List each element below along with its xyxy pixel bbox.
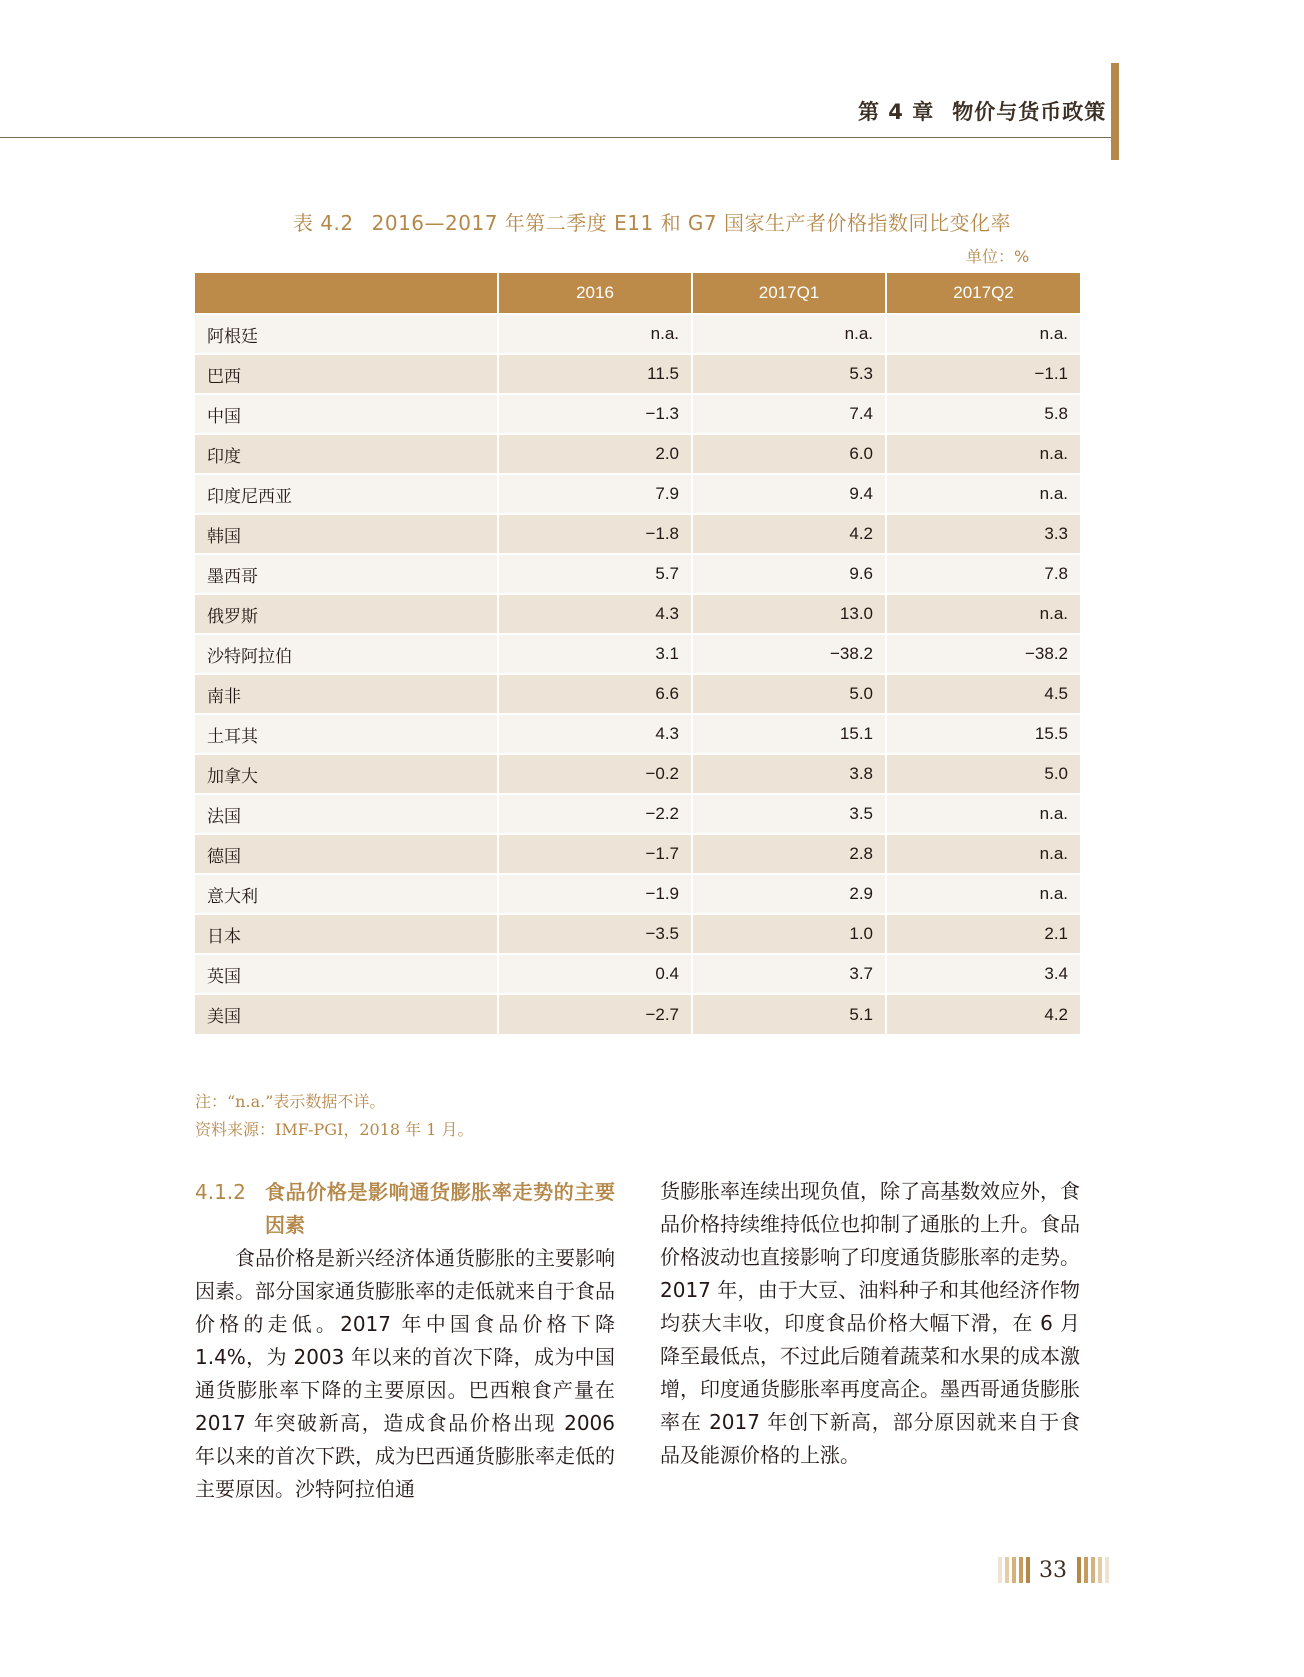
- chapter-title: 物价与货币政策: [952, 100, 1107, 124]
- value-cell: 4.3: [498, 594, 692, 634]
- running-header: [858, 96, 1106, 126]
- body-paragraph-continued: 货膨胀率连续出现负值，除了高基数效应外，食品价格持续维持低位也抑制了通胀的上升。食品价格波动也直接影响了印度通货膨胀率的走势。2017 年，由于大豆、油料种子和其他经济作物均获大丰收，印度食品价格大幅下滑，在 6 月降至最低点，不过此后随着蔬菜和水果的成本激增，印度通货膨胀率再度高企。墨西哥通货膨胀率在 2017 年创下新高，部分原因就来自于食品及能源价格的上涨。: [660, 1179, 1080, 1467]
- table-row: [195, 474, 1080, 514]
- table-notes: [195, 1088, 474, 1144]
- table-row: [195, 794, 1080, 834]
- table-row: [195, 954, 1080, 994]
- country-cell: 日本: [195, 914, 498, 954]
- table-unit: 单位：%: [966, 247, 1030, 266]
- table-row: [195, 714, 1080, 754]
- country-cell: 南非: [195, 674, 498, 714]
- value-cell: 3.8: [692, 754, 886, 794]
- value-cell: −1.1: [886, 354, 1080, 394]
- country-cell: 英国: [195, 954, 498, 994]
- country-cell: 印度尼西亚: [195, 474, 498, 514]
- value-cell: n.a.: [886, 834, 1080, 874]
- country-cell: 加拿大: [195, 754, 498, 794]
- country-cell: 中国: [195, 394, 498, 434]
- country-cell: 俄罗斯: [195, 594, 498, 634]
- value-cell: 3.5: [692, 794, 886, 834]
- section-heading: [195, 1176, 615, 1242]
- value-cell: 9.4: [692, 474, 886, 514]
- value-cell: −38.2: [886, 634, 1080, 674]
- value-cell: 1.0: [692, 914, 886, 954]
- country-cell: 墨西哥: [195, 554, 498, 594]
- column-header-2016: 2016: [498, 273, 692, 314]
- chapter-number: 第 4 章: [858, 100, 935, 124]
- country-cell: 阿根廷: [195, 314, 498, 354]
- value-cell: 0.4: [498, 954, 692, 994]
- value-cell: −1.9: [498, 874, 692, 914]
- value-cell: n.a.: [886, 474, 1080, 514]
- value-cell: 2.9: [692, 874, 886, 914]
- value-cell: 2.1: [886, 914, 1080, 954]
- table-source: 资料来源：IMF-PGI，2018 年 1 月。: [195, 1120, 474, 1139]
- value-cell: n.a.: [498, 314, 692, 354]
- page-footer: [998, 1557, 1112, 1583]
- table-row: [195, 914, 1080, 954]
- column-header-country: [195, 273, 498, 314]
- column-header-2017q1: 2017Q1: [692, 273, 886, 314]
- value-cell: −1.8: [498, 514, 692, 554]
- value-cell: 6.0: [692, 434, 886, 474]
- value-cell: 4.5: [886, 674, 1080, 714]
- section-title: 食品价格是影响通货膨胀率走势的主要因素: [265, 1180, 615, 1237]
- column-header-2017q2: 2017Q2: [886, 273, 1080, 314]
- value-cell: −38.2: [692, 634, 886, 674]
- section-number: 4.1.2: [195, 1180, 246, 1204]
- value-cell: 5.8: [886, 394, 1080, 434]
- value-cell: n.a.: [886, 794, 1080, 834]
- value-cell: −2.2: [498, 794, 692, 834]
- country-cell: 土耳其: [195, 714, 498, 754]
- table-caption: [0, 207, 1304, 236]
- value-cell: 15.1: [692, 714, 886, 754]
- value-cell: 9.6: [692, 554, 886, 594]
- table-row: [195, 434, 1080, 474]
- value-cell: 4.2: [886, 994, 1080, 1034]
- country-cell: 韩国: [195, 514, 498, 554]
- value-cell: 5.7: [498, 554, 692, 594]
- body-paragraph: 食品价格是新兴经济体通货膨胀的主要影响因素。部分国家通货膨胀率的走低就来自于食品价格的走低。2017 年中国食品价格下降 1.4%，为 2003 年以来的首次下降，成为中国通货膨胀率下降的主要原因。巴西粮食产量在 2017 年突破新高，造成食品价格出现 2006 年以来的首次下跌，成为巴西通货膨胀率走低的主要原因。沙特阿拉伯通: [195, 1246, 615, 1501]
- value-cell: 7.9: [498, 474, 692, 514]
- table-row: [195, 514, 1080, 554]
- value-cell: 2.8: [692, 834, 886, 874]
- country-cell: 沙特阿拉伯: [195, 634, 498, 674]
- value-cell: −0.2: [498, 754, 692, 794]
- table-row: [195, 354, 1080, 394]
- value-cell: 3.4: [886, 954, 1080, 994]
- value-cell: 3.3: [886, 514, 1080, 554]
- header-rule: [0, 137, 1117, 138]
- value-cell: n.a.: [886, 594, 1080, 634]
- country-cell: 法国: [195, 794, 498, 834]
- value-cell: 7.4: [692, 394, 886, 434]
- value-cell: n.a.: [886, 314, 1080, 354]
- footer-stripes-right: [1077, 1557, 1112, 1583]
- page-number: 33: [1039, 1557, 1067, 1583]
- table-row: [195, 594, 1080, 634]
- value-cell: 3.7: [692, 954, 886, 994]
- table-row: [195, 834, 1080, 874]
- value-cell: −3.5: [498, 914, 692, 954]
- table-row: [195, 754, 1080, 794]
- country-cell: 德国: [195, 834, 498, 874]
- value-cell: 4.2: [692, 514, 886, 554]
- value-cell: 4.3: [498, 714, 692, 754]
- table-row: [195, 314, 1080, 354]
- value-cell: −1.3: [498, 394, 692, 434]
- table-note: 注：“n.a.”表示数据不详。: [195, 1092, 386, 1111]
- country-cell: 意大利: [195, 874, 498, 914]
- value-cell: 3.1: [498, 634, 692, 674]
- text-column-right: [660, 1175, 1080, 1472]
- table-row: [195, 994, 1080, 1034]
- table-title: 2016—2017 年第二季度 E11 和 G7 国家生产者价格指数同比变化率: [371, 211, 1012, 235]
- table-row: [195, 554, 1080, 594]
- table-header-row: [195, 273, 1080, 314]
- table-row: [195, 634, 1080, 674]
- value-cell: 7.8: [886, 554, 1080, 594]
- country-cell: 美国: [195, 994, 498, 1034]
- value-cell: 11.5: [498, 354, 692, 394]
- value-cell: 2.0: [498, 434, 692, 474]
- value-cell: 6.6: [498, 674, 692, 714]
- value-cell: 5.0: [886, 754, 1080, 794]
- table-row: [195, 674, 1080, 714]
- value-cell: n.a.: [886, 874, 1080, 914]
- value-cell: 13.0: [692, 594, 886, 634]
- country-cell: 巴西: [195, 354, 498, 394]
- header-accent-bar: [1111, 63, 1119, 160]
- value-cell: 5.1: [692, 994, 886, 1034]
- table-number: 表 4.2: [292, 211, 354, 235]
- ppi-table: [195, 273, 1080, 1034]
- value-cell: 5.3: [692, 354, 886, 394]
- value-cell: n.a.: [692, 314, 886, 354]
- value-cell: −2.7: [498, 994, 692, 1034]
- text-column-left: [195, 1176, 615, 1506]
- value-cell: 15.5: [886, 714, 1080, 754]
- value-cell: 5.0: [692, 674, 886, 714]
- value-cell: n.a.: [886, 434, 1080, 474]
- table-row: [195, 874, 1080, 914]
- table-row: [195, 394, 1080, 434]
- value-cell: −1.7: [498, 834, 692, 874]
- country-cell: 印度: [195, 434, 498, 474]
- footer-stripes-left: [998, 1557, 1033, 1583]
